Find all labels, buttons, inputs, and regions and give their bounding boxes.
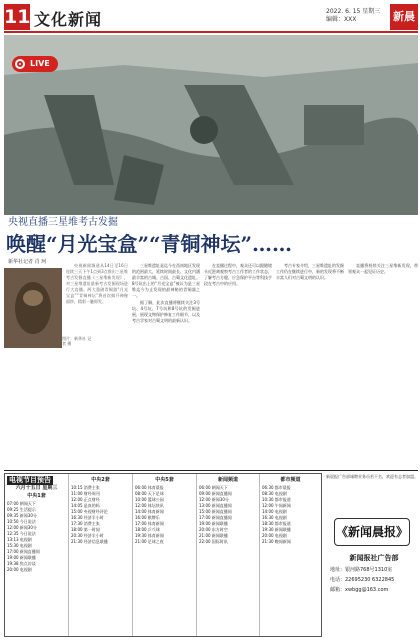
tv-program: 20:00 电视剧 xyxy=(7,567,32,572)
ad-email: 邮箱：xwbgg@163.com xyxy=(330,587,389,593)
tv-program: 06:00 体育晨报 xyxy=(135,485,164,490)
tv-program: 12:00 体坛快讯 xyxy=(135,503,164,508)
tv-program: 16:30 电视剧 xyxy=(262,515,287,520)
lead-paragraph: 央视新闻频道从14日至16日连续三天下午1点到3点推出三星堆考古发掘直播《三星堆新发现》，对三星堆遗址最新考古发掘现场进行大直播。两大重磅青铜器“月光宝盒”“青铜神坛”将首次揭开神秘面纱，精彩一触即发。 xyxy=(66,263,128,304)
page-header xyxy=(4,4,418,30)
tv-program: 18:30 都市报道 xyxy=(262,521,291,526)
tv-program: 20:00 电视剧 xyxy=(262,533,287,538)
tv-program: 14:00 体育新闻 xyxy=(135,509,164,514)
tv-listings-column xyxy=(133,474,197,636)
tv-program: 08:00 天下足球 xyxy=(135,491,164,496)
tv-program: 19:38 焦点访谈 xyxy=(7,561,36,566)
article-column xyxy=(204,263,272,471)
tv-program: 15:00 新闻直播间 xyxy=(199,509,232,514)
article-body xyxy=(4,263,418,471)
tv-program: 09:00 新闻直播间 xyxy=(199,491,232,496)
ad-address: 地址：银河路768号1310室 xyxy=(330,567,393,573)
ad-brand-logo: 《新闻晨报》 xyxy=(334,518,410,546)
tv-program: 06:30 都市晨报 xyxy=(262,485,291,490)
body-paragraph: 据了解，此次直播将继续关注3号坑、4号坑、7号坑和8号坑的发掘进展，展现文物保护修复工作细节，以及考古学家对古蜀文明的最新认识。 xyxy=(132,300,200,323)
section-divider xyxy=(4,470,418,471)
tv-program: 21:30 经济信息联播 xyxy=(71,539,108,544)
inset-caption: 图片：新华社 记者 摄 xyxy=(62,336,92,346)
tv-program: 21:30 晚间新闻 xyxy=(262,539,291,544)
tv-program: 08:30 电视剧 xyxy=(262,491,287,496)
article-lead xyxy=(66,263,128,471)
article-column xyxy=(276,263,344,471)
tv-program: 12:35 今日说法 xyxy=(7,531,36,536)
tv-program: 19:00 新闻联播 xyxy=(7,555,36,560)
header-rule xyxy=(4,31,418,33)
tv-program: 13:00 新闻直播间 xyxy=(199,503,232,508)
tv-listings-title: 电视节目预告 xyxy=(9,476,51,484)
issue-date: 2022. 6. 15 星期三 xyxy=(326,8,381,15)
article-column xyxy=(132,263,200,471)
tv-program: 09:35 新闻30分 xyxy=(7,513,37,518)
tv-listings-column xyxy=(69,474,133,636)
article-headline: 唤醒“月光宝盒”“青铜神坛”…… xyxy=(6,232,293,256)
tv-program: 19:30 新闻联播 xyxy=(262,527,291,532)
ad-department: 新闻报社广告部 xyxy=(349,554,399,562)
tv-listings-column xyxy=(197,474,260,636)
tv-program: 07:00 朝闻天下 xyxy=(7,501,36,506)
tv-program: 20:30 经济半小时 xyxy=(71,533,104,538)
tv-program: 12:00 午间新闻 xyxy=(262,503,291,508)
tv-program: 14:05 是真的吗 xyxy=(71,503,100,508)
tv-listings xyxy=(4,473,322,637)
tv-program: 11:00 财经周刊 xyxy=(71,491,100,496)
tv-listings-column xyxy=(260,474,321,636)
tv-program: 20:00 东方时空 xyxy=(199,527,228,532)
tv-listings-date: 六月十五日 星期三 xyxy=(15,485,58,491)
live-label: LIVE xyxy=(30,59,50,68)
tv-program: 16:00 棋牌乐 xyxy=(135,515,160,520)
artifact-photo xyxy=(4,268,62,348)
section-title: 文化新闻 xyxy=(34,10,103,29)
tv-program: 10:00 篮球公园 xyxy=(135,497,164,502)
header-meta xyxy=(326,8,380,24)
lead-photo xyxy=(4,35,418,215)
body-paragraph: 直播将持续关注三星堆新发现，带领观众一起见证历史。 xyxy=(348,263,418,274)
tv-program: 13:13 电视剧 xyxy=(7,537,32,542)
tv-program: 06:00 朝闻天下 xyxy=(199,485,228,490)
tv-channel-name: 都市频道 xyxy=(280,477,301,483)
ad-intro: 新晨报广告部诚聘业务员若干名，欢迎有志者加盟。 xyxy=(326,474,418,479)
article-kicker: 央视直播三星堆考古发掘 xyxy=(8,217,118,228)
live-icon xyxy=(15,59,25,69)
excavation-photo xyxy=(4,35,418,215)
tv-program: 17:30 消费主张 xyxy=(71,521,100,526)
tv-program: 17:00 新闻直播间 xyxy=(199,515,232,520)
tv-program: 12:00 正点财经 xyxy=(71,497,100,502)
tv-program: 21:00 足球之夜 xyxy=(135,539,164,544)
tv-program: 10:50 今日说法 xyxy=(7,519,36,524)
tv-channel-name: 中央5套 xyxy=(155,477,174,483)
article-byline: 新华社记者 肖 珂 xyxy=(8,259,47,265)
tv-program: 22:00 国际时讯 xyxy=(199,539,228,544)
tv-program: 15:30 电视剧 xyxy=(7,543,32,548)
editor-credit: 编辑：XXX xyxy=(326,16,357,23)
tv-program: 10:30 都市报道 xyxy=(262,497,291,502)
tv-program: 12:00 新闻30分 xyxy=(7,525,37,530)
tv-program: 17:00 新闻直播间 xyxy=(7,549,40,554)
page-number: 11 xyxy=(4,6,31,28)
article-column xyxy=(348,263,418,471)
tv-program: 18:00 乒乓球 xyxy=(135,527,160,532)
body-paragraph: 在直播过程中，观众还可以跟随镜头近距离观察考古工作者的工作状态，了解考古方舱、应急保护平台等科技手段在考古中的应用。 xyxy=(204,263,272,286)
body-paragraph: 考古专家介绍，三星堆遗址的发掘工作仍在继续进行中，新的发现将不断丰富人们对古蜀文明的认识。 xyxy=(276,263,344,280)
live-badge xyxy=(12,56,58,72)
tv-program: 19:30 体育新闻 xyxy=(135,533,164,538)
tv-channel-name: 新闻频道 xyxy=(217,477,238,483)
tv-program: 18:00 第一时间 xyxy=(71,527,100,532)
tv-program: 16:30 经济半小时 xyxy=(71,515,104,520)
ad-phone: 电话：22695230 6322845 xyxy=(330,577,395,583)
tv-program: 14:00 电视剧 xyxy=(262,509,287,514)
tv-program: 09:25 生活提示 xyxy=(7,507,36,512)
inset-photo xyxy=(4,268,62,348)
tv-program: 19:00 新闻联播 xyxy=(199,521,228,526)
tv-program: 21:00 新闻联播 xyxy=(199,533,228,538)
tv-program: 17:00 体育新闻 xyxy=(135,521,164,526)
body-paragraph: 三星堆遗址是迄今在西南地区发现的范围最大、延续时间最长、文化内涵最丰富的古城、古国、古蜀文化遗址。8号坑出土的“月光宝盒”被认为是三星堆迄今为止发现的最神秘的青铜器之一。 xyxy=(132,263,200,298)
masthead-logo: 新晨 xyxy=(390,4,418,30)
tv-program: 10:15 消费主张 xyxy=(71,485,100,490)
tv-program: 12:00 新闻30分 xyxy=(199,497,229,502)
tv-listings-column xyxy=(5,474,69,636)
tv-channel-name: 中央2套 xyxy=(91,477,110,483)
tv-channel-name: 中央1套 xyxy=(27,493,46,499)
tv-program: 15:00 央视财经评论 xyxy=(71,509,108,514)
